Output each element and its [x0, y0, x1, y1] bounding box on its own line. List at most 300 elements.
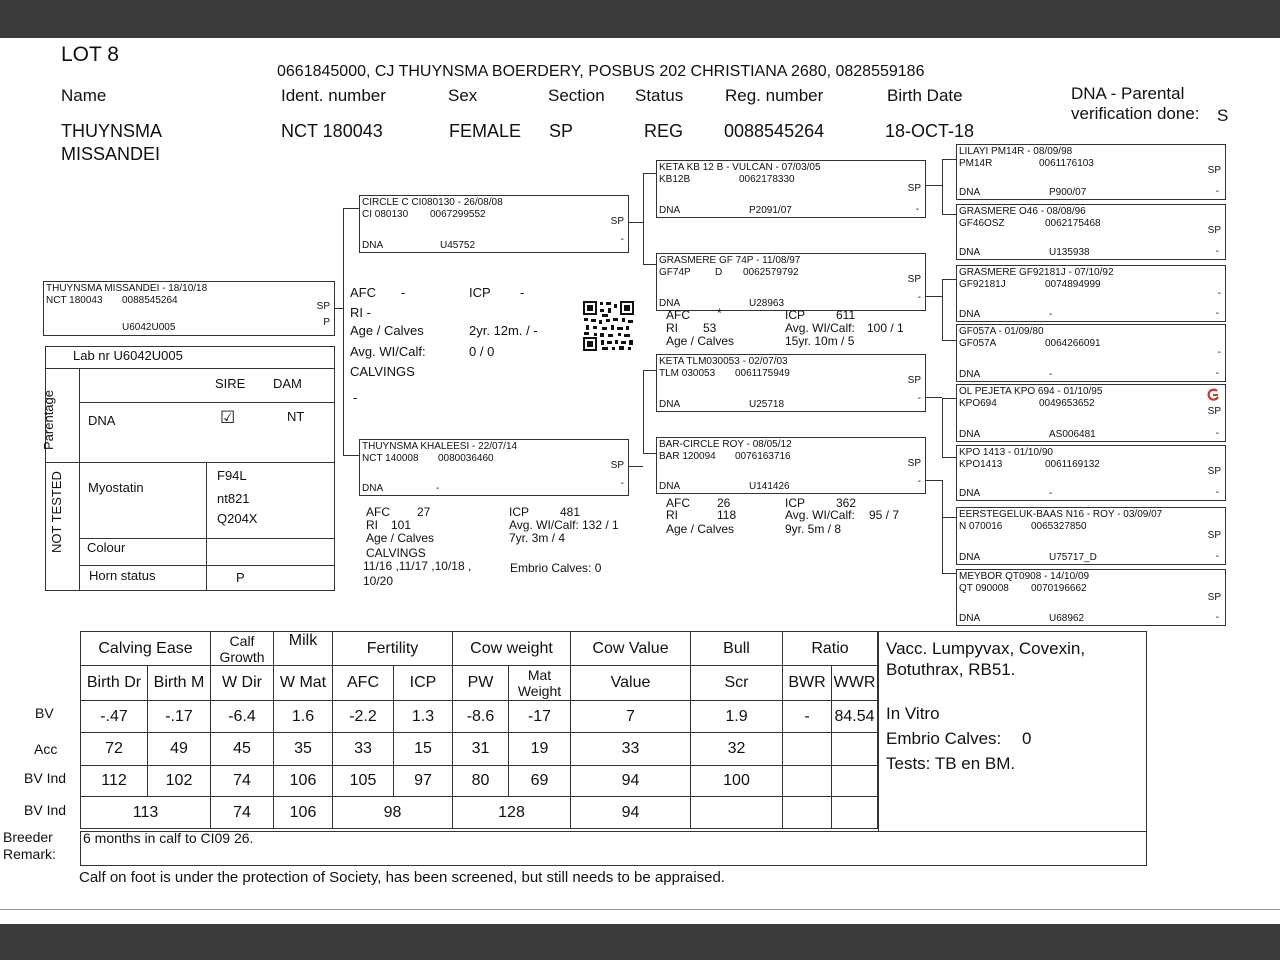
sire-sire-sp: SP [907, 183, 921, 194]
sire-dam-title: GRASMERE GF 74P - 11/08/97 [659, 255, 801, 266]
sire-dam-ident: GF74P [659, 267, 691, 278]
subject-reg: 0088545264 [122, 295, 178, 306]
dam-dam-box [656, 437, 926, 494]
dam-dam-age-calves-label: Age / Calves [666, 522, 735, 536]
dam-title: THUYNSMA KHALEESI - 22/07/14 [362, 441, 518, 452]
gg-title: OL PEJETA KPO 694 - 01/10/95 [959, 386, 1103, 397]
dam-dam-ri-label: RI [666, 508, 678, 522]
animal-reg: 0088545264 [724, 121, 825, 141]
bv-ind-cell [832, 766, 878, 797]
gg-dna-value: U75717_D [1049, 552, 1097, 563]
sire-dam-afc-value: * [717, 306, 722, 320]
sire-dna-value: U45752 [440, 240, 476, 251]
header-sex: Sex [448, 86, 478, 105]
sire-dam-avg-wi-label: Avg. WI/Calf: [785, 321, 855, 335]
group-header-milk: Milk [274, 632, 333, 666]
subject-ident: NCT 180043 [46, 295, 103, 306]
dam-calvings-label: CALVINGS [366, 546, 426, 560]
sire-dam-age-calves-label: Age / Calves [666, 334, 735, 348]
dam-calvings-value: 11/16 ,11/17 ,10/18 , [363, 559, 472, 573]
sire-dam-reg: 0062579792 [743, 267, 799, 278]
great-grandparent-box [956, 265, 1226, 322]
gg-title: GRASMERE GF92181J - 07/10/92 [959, 267, 1114, 278]
acc-cell: 49 [148, 733, 211, 766]
sub-header: WWR [832, 666, 878, 701]
sub-header: Birth M [148, 666, 211, 701]
connector-line [643, 264, 656, 265]
dam-dam-dash: - [917, 476, 921, 487]
animal-section: SP [549, 121, 574, 141]
bv-ind-cell: 106 [274, 766, 333, 797]
not-tested-label: NOT TESTED [49, 471, 64, 553]
gg-sp: SP [1207, 592, 1221, 603]
myostatin-value: nt821 [217, 491, 250, 506]
dam-sire-reg: 0061175949 [735, 368, 790, 379]
subject-calvings-value: - [353, 390, 358, 405]
gg-sp: SP [1207, 466, 1221, 477]
dam-dam-reg: 0076163716 [735, 451, 791, 462]
table-row-bv [81, 701, 878, 733]
great-grandparent-box [956, 324, 1226, 382]
sire-dam-age-calves-value: 15yr. 10m / 5 [785, 334, 855, 348]
connector-line [942, 457, 956, 458]
subject-calvings-label: CALVINGS [350, 364, 415, 379]
bv-ind2-cell: 98 [333, 797, 453, 829]
footer-note: Calf on foot is under the protection of Society, has been screened, but still needs to be appraised. [79, 869, 725, 886]
acc-cell: 33 [571, 733, 691, 766]
dam-sire-dash: - [917, 393, 921, 404]
gg-reg: 0062175468 [1045, 218, 1101, 229]
dam-age-calves-label: Age / Calves [366, 531, 435, 545]
gg-title: GF057A - 01/09/80 [959, 326, 1044, 337]
group-header-cow-weight: Cow weight [453, 632, 571, 666]
dam-sire-ident: TLM 030053 [659, 368, 716, 379]
acc-cell [832, 733, 878, 766]
connector-line [643, 453, 656, 454]
connector-line [926, 397, 942, 398]
sub-header: BWR [783, 666, 832, 701]
row-label-bv-ind: BV Ind [24, 802, 67, 818]
gg-sp: - [1217, 288, 1221, 299]
dam-icp-value: 481 [560, 505, 581, 519]
group-header-cow-value: Cow Value [571, 632, 691, 666]
subject-box [43, 281, 335, 336]
bv-cell: 1.6 [274, 701, 333, 733]
connector-line [335, 308, 343, 309]
gg-dna-label: DNA [959, 613, 981, 624]
breeding-values-table [80, 631, 878, 829]
row-label-bv: BV [35, 705, 54, 721]
embrio-calves-value: 0 [1022, 729, 1032, 748]
subject-p: P [323, 317, 330, 328]
subject-ri: RI - [350, 305, 371, 320]
subject-afc-label: AFC [350, 285, 376, 300]
dna-dam-value: NT [287, 409, 305, 424]
gg-title: LILAYI PM14R - 08/09/98 [959, 146, 1073, 157]
subject-age-calves-label: Age / Calves [350, 323, 424, 338]
bv-cell: 1.9 [691, 701, 783, 733]
bv-ind2-cell [691, 797, 783, 829]
bv-ind2-cell: 113 [81, 797, 211, 829]
dam-dam-afc-value: 26 [717, 496, 731, 510]
sire-dam-icp-value: 611 [836, 308, 856, 322]
gg-ident: QT 090008 [959, 583, 1009, 594]
lab-divider [79, 402, 335, 403]
bv-ind-cell: 94 [571, 766, 691, 797]
gg-title: EERSTEGELUK-BAAS N16 - ROY - 03/09/07 [959, 509, 1163, 520]
lab-divider [79, 538, 335, 539]
dam-box [359, 439, 629, 496]
lab-nr: Lab nr U6042U005 [73, 348, 183, 363]
in-vitro: In Vitro [886, 704, 940, 723]
tests: Tests: TB en BM. [886, 754, 1016, 773]
lab-divider [45, 462, 335, 463]
bv-ind-cell: 74 [211, 766, 274, 797]
dam-dam-ri-value: 118 [717, 508, 737, 522]
bv-ind-cell: 105 [333, 766, 394, 797]
sire-sire-box [656, 160, 926, 218]
connector-line [629, 222, 643, 223]
gg-sp: SP [1207, 530, 1221, 541]
gg-reg: 0065327850 [1031, 521, 1087, 532]
sire-dam-dna-value: U28963 [749, 298, 785, 309]
connector-line [926, 480, 942, 481]
great-grandparent-box [956, 569, 1226, 626]
connector-line [942, 340, 956, 341]
subject-code: U6042U005 [122, 322, 176, 333]
connector-line [942, 398, 956, 399]
gg-title: KPO 1413 - 01/10/90 [959, 447, 1053, 458]
table-row-bv-ind [81, 766, 878, 797]
bv-cell: -.47 [81, 701, 148, 733]
subject-avg-wi-value: 0 / 0 [469, 344, 495, 359]
great-grandparent-box [956, 507, 1226, 565]
sub-header: PW [453, 666, 509, 701]
gg-reg: 0070196662 [1031, 583, 1087, 594]
dam-icp-label: ICP [509, 505, 530, 519]
gg-dash: - [1215, 551, 1219, 562]
connector-line [942, 480, 943, 574]
bv-ind2-cell: 94 [571, 797, 691, 829]
dam-ident: NCT 140008 [362, 453, 419, 464]
bv-cell: -8.6 [453, 701, 509, 733]
sub-header: W Mat [274, 666, 333, 701]
sire-dam-sp: SP [907, 274, 921, 285]
sub-header: W Dir [211, 666, 274, 701]
gg-sp: SP [1207, 406, 1221, 417]
colour-label: Colour [87, 540, 126, 555]
gg-reg: 0061176103 [1039, 158, 1094, 169]
lab-divider [45, 368, 335, 369]
bv-cell: -.17 [148, 701, 211, 733]
bv-cell: -2.2 [333, 701, 394, 733]
sire-sire-title: KETA KB 12 B - VULCAN - 07/03/05 [659, 162, 821, 173]
top-dark-bar [0, 0, 1280, 38]
dam-dam-avg-wi-label: Avg. WI/Calf: [785, 508, 855, 522]
acc-cell [783, 733, 832, 766]
dam-avg-wi-label: Avg. WI/Calf: [509, 518, 579, 532]
dam-label: DAM [273, 376, 302, 391]
sire-dam-ri-label: RI [666, 321, 678, 335]
embrio-calves-label: Embrio Calves: [886, 729, 1002, 748]
dam-dna-label: DNA [362, 483, 384, 494]
dam-dam-title: BAR-CIRCLE ROY - 08/05/12 [659, 439, 792, 450]
sire-sire-dna-label: DNA [659, 205, 681, 216]
myostatin-value: Q204X [217, 511, 258, 526]
subject-afc-value: - [401, 285, 406, 300]
great-grandparent-box [956, 445, 1226, 501]
dam-dash: - [620, 478, 624, 489]
connector-line [643, 370, 656, 371]
dam-dam-age-calves-value: 9yr. 5m / 8 [785, 522, 842, 536]
acc-cell: 72 [81, 733, 148, 766]
connector-line [942, 279, 956, 280]
gg-reg: 0064266091 [1045, 338, 1101, 349]
gg-dna-label: DNA [959, 247, 981, 258]
dam-dna-value: - [436, 483, 440, 494]
gg-sp: SP [1207, 165, 1221, 176]
connector-line [643, 370, 644, 454]
gg-ident: KPO1413 [959, 459, 1003, 470]
sire-dam-ri-value: 53 [703, 321, 717, 335]
dam-dam-avg-wi-value: 95 / 7 [869, 508, 900, 522]
sire-dam-box [656, 253, 926, 311]
lab-vertical [206, 462, 207, 591]
sire-label: SIRE [215, 376, 246, 391]
gg-dna-label: DNA [959, 429, 981, 440]
qr-code-icon [582, 300, 635, 352]
great-grandparent-box [956, 144, 1226, 200]
breeder-line: 0661845000, CJ THUYNSMA BOERDERY, POSBUS 202 CHRISTIANA 2680, 0828559186 [277, 63, 925, 80]
dam-avg-wi-value: 132 / 1 [582, 518, 619, 532]
gg-sp: - [1217, 347, 1221, 358]
acc-cell: 31 [453, 733, 509, 766]
acc-cell: 32 [691, 733, 783, 766]
gg-dna-label: DNA [959, 187, 981, 198]
bv-ind2-cell: 128 [453, 797, 571, 829]
vaccination-line-2: Botuthrax, RB51. [886, 660, 1016, 679]
gg-dash: - [1215, 246, 1219, 257]
header-name: Name [61, 86, 107, 105]
bv-cell: 7 [571, 701, 691, 733]
gg-ident: N 070016 [959, 521, 1003, 532]
sire-dam-icp-label: ICP [785, 308, 806, 322]
animal-status: REG [644, 121, 684, 141]
sire-sp: SP [610, 216, 624, 227]
dam-ri-value: 101 [391, 518, 412, 532]
gg-dna-value: AS006481 [1049, 429, 1096, 440]
connector-line [942, 398, 943, 458]
bottom-rule [0, 909, 1280, 910]
gg-dna-value: - [1049, 309, 1053, 320]
sub-header: AFC [333, 666, 394, 701]
sire-ident: CI 080130 [362, 209, 409, 220]
sire-dam-avg-wi-value: 100 / 1 [867, 321, 904, 335]
sire-dam-extra: D [715, 267, 723, 278]
dam-afc-label: AFC [366, 505, 390, 519]
gg-dna-value: - [1049, 369, 1053, 380]
gg-reg: 0074894999 [1045, 279, 1101, 290]
myostatin-label: Myostatin [88, 480, 144, 495]
gg-dna-label: DNA [959, 309, 981, 320]
connector-line [942, 159, 956, 160]
sire-dna-label: DNA [362, 240, 384, 251]
header-ident: Ident. number [281, 86, 386, 105]
vaccination-line-1: Vacc. Lumpyvax, Covexin, [886, 639, 1086, 658]
dna-label: DNA [88, 413, 116, 428]
group-header-bull: Bull [691, 632, 783, 666]
gg-reg: 0049653652 [1039, 398, 1095, 409]
gg-ident: GF92181J [959, 279, 1006, 290]
lab-divider [79, 565, 335, 566]
gg-dash: - [1215, 308, 1219, 319]
subject-title: THUYNSMA MISSANDEI - 18/10/18 [46, 283, 208, 294]
sire-reg: 0067299552 [430, 209, 486, 220]
connector-line [629, 466, 643, 467]
sub-header: Mat Weight [509, 666, 571, 701]
dam-dam-ident: BAR 120094 [659, 451, 716, 462]
row-label-acc: Acc [34, 741, 58, 757]
sub-header: Birth Dr [81, 666, 148, 701]
header-dna-verif-1: DNA - Parental [1071, 84, 1185, 103]
sire-title: CIRCLE C CI080130 - 26/08/08 [362, 197, 503, 208]
bv-ind-cell: 80 [453, 766, 509, 797]
bv-cell: -6.4 [211, 701, 274, 733]
connector-line [942, 517, 956, 518]
sire-dam-afc-label: AFC [666, 308, 690, 322]
sire-dam-dash: - [917, 292, 921, 303]
connector-line [343, 455, 359, 456]
dam-sp: SP [610, 460, 624, 471]
gg-title: MEYBOR QT0908 - 14/10/09 [959, 571, 1090, 582]
connector-line [926, 296, 942, 297]
dam-dam-sp: SP [907, 458, 921, 469]
sire-sire-dna-value: P2091/07 [749, 205, 792, 216]
remark-label-2: Remark: [3, 846, 56, 862]
bv-ind-cell: 100 [691, 766, 783, 797]
bv-ind2-cell [783, 797, 832, 829]
bv-ind-cell [783, 766, 832, 797]
horn-status-label: Horn status [89, 568, 156, 583]
subject-icp-label: ICP [469, 285, 491, 300]
gg-dna-value: U135938 [1049, 247, 1090, 258]
bottom-dark-bar [0, 924, 1280, 960]
acc-cell: 33 [333, 733, 394, 766]
flag-logo-icon [1206, 388, 1220, 402]
dam-reg: 0080036460 [438, 453, 494, 464]
gg-dash: - [1215, 487, 1219, 498]
header-status: Status [635, 86, 684, 105]
gg-dna-label: DNA [959, 488, 981, 499]
dam-sire-sp: SP [907, 375, 921, 386]
great-grandparent-box [956, 384, 1226, 442]
bv-ind-cell: 112 [81, 766, 148, 797]
dam-sire-dna-value: U25718 [749, 399, 785, 410]
gg-reg: 0061169132 [1045, 459, 1100, 470]
acc-cell: 45 [211, 733, 274, 766]
dam-calvings-value: 10/20 [363, 574, 394, 588]
myostatin-value: F94L [217, 468, 247, 483]
bv-ind2-cell [832, 797, 878, 829]
gg-ident: PM14R [959, 158, 993, 169]
animal-name-2: MISSANDEI [61, 144, 161, 164]
connector-line [643, 173, 644, 265]
bv-ind2-cell: 106 [274, 797, 333, 829]
bv-ind-cell: 102 [148, 766, 211, 797]
gg-dna-label: DNA [959, 369, 981, 380]
connector-line [942, 159, 943, 215]
group-header-calf-growth: Calf Growth [211, 632, 274, 666]
connector-line [942, 214, 956, 215]
header-reg: Reg. number [725, 86, 824, 105]
dam-dam-icp-label: ICP [785, 496, 806, 510]
bv-ind2-cell: 74 [211, 797, 274, 829]
subject-sp: SP [316, 301, 330, 312]
sub-header: ICP [394, 666, 453, 701]
sire-dash: - [620, 234, 624, 245]
bv-ind-cell: 97 [394, 766, 453, 797]
sire-sire-reg: 0062178330 [739, 174, 795, 185]
header-section: Section [548, 86, 605, 105]
group-header-calving-ease: Calving Ease [81, 632, 211, 666]
gg-title: GRASMERE O46 - 08/08/96 [959, 206, 1086, 217]
dna-verified-value: S [1217, 106, 1229, 125]
group-header-ratio: Ratio [783, 632, 878, 666]
gg-dna-label: DNA [959, 552, 981, 563]
sire-box [359, 195, 629, 253]
dam-age-calves-value: 7yr. 3m / 4 [509, 531, 566, 545]
animal-sex: FEMALE [449, 121, 522, 141]
dam-sire-title: KETA TLM030053 - 02/07/03 [659, 356, 788, 367]
animal-name-1: THUYNSMA [61, 121, 163, 141]
sire-sire-dash: - [915, 204, 919, 215]
gg-sp: SP [1207, 225, 1221, 236]
dam-ri-label: RI [366, 518, 378, 532]
connector-line [643, 173, 656, 174]
acc-cell: 19 [509, 733, 571, 766]
connector-line [926, 185, 942, 186]
sire-dam-dna-label: DNA [659, 298, 681, 309]
checkbox-checked-icon: ☑ [220, 408, 236, 427]
sire-sire-ident: KB12B [659, 174, 691, 185]
remark-label-1: Breeder [3, 829, 53, 845]
animal-ident: NCT 180043 [281, 121, 383, 141]
subject-age-calves-value: 2yr. 12m. / - [469, 323, 538, 338]
subject-avg-wi-label: Avg. WI/Calf: [350, 344, 426, 359]
gg-dash: - [1215, 428, 1219, 439]
acc-cell: 35 [274, 733, 333, 766]
connector-line [942, 279, 943, 341]
gg-dna-value: - [1049, 488, 1053, 499]
dam-sire-box [656, 354, 926, 412]
great-grandparent-box [956, 204, 1226, 260]
dam-embrio: Embrio Calves: 0 [510, 561, 602, 575]
parentage-label: Parentage [41, 390, 56, 450]
bv-cell: -17 [509, 701, 571, 733]
gg-dash: - [1215, 186, 1219, 197]
subject-icp-value: - [520, 285, 525, 300]
table-row-acc [81, 733, 878, 766]
bv-cell: - [783, 701, 832, 733]
row-label-bv-ind: BV Ind [24, 770, 67, 786]
group-header-fertility: Fertility [333, 632, 453, 666]
connector-line [343, 208, 344, 456]
gg-ident: GF46OSZ [959, 218, 1005, 229]
dam-sire-dna-label: DNA [659, 399, 681, 410]
gg-dash: - [1215, 368, 1219, 379]
header-dna-verif-2: verification done: [1071, 104, 1200, 123]
sub-header: Scr [691, 666, 783, 701]
